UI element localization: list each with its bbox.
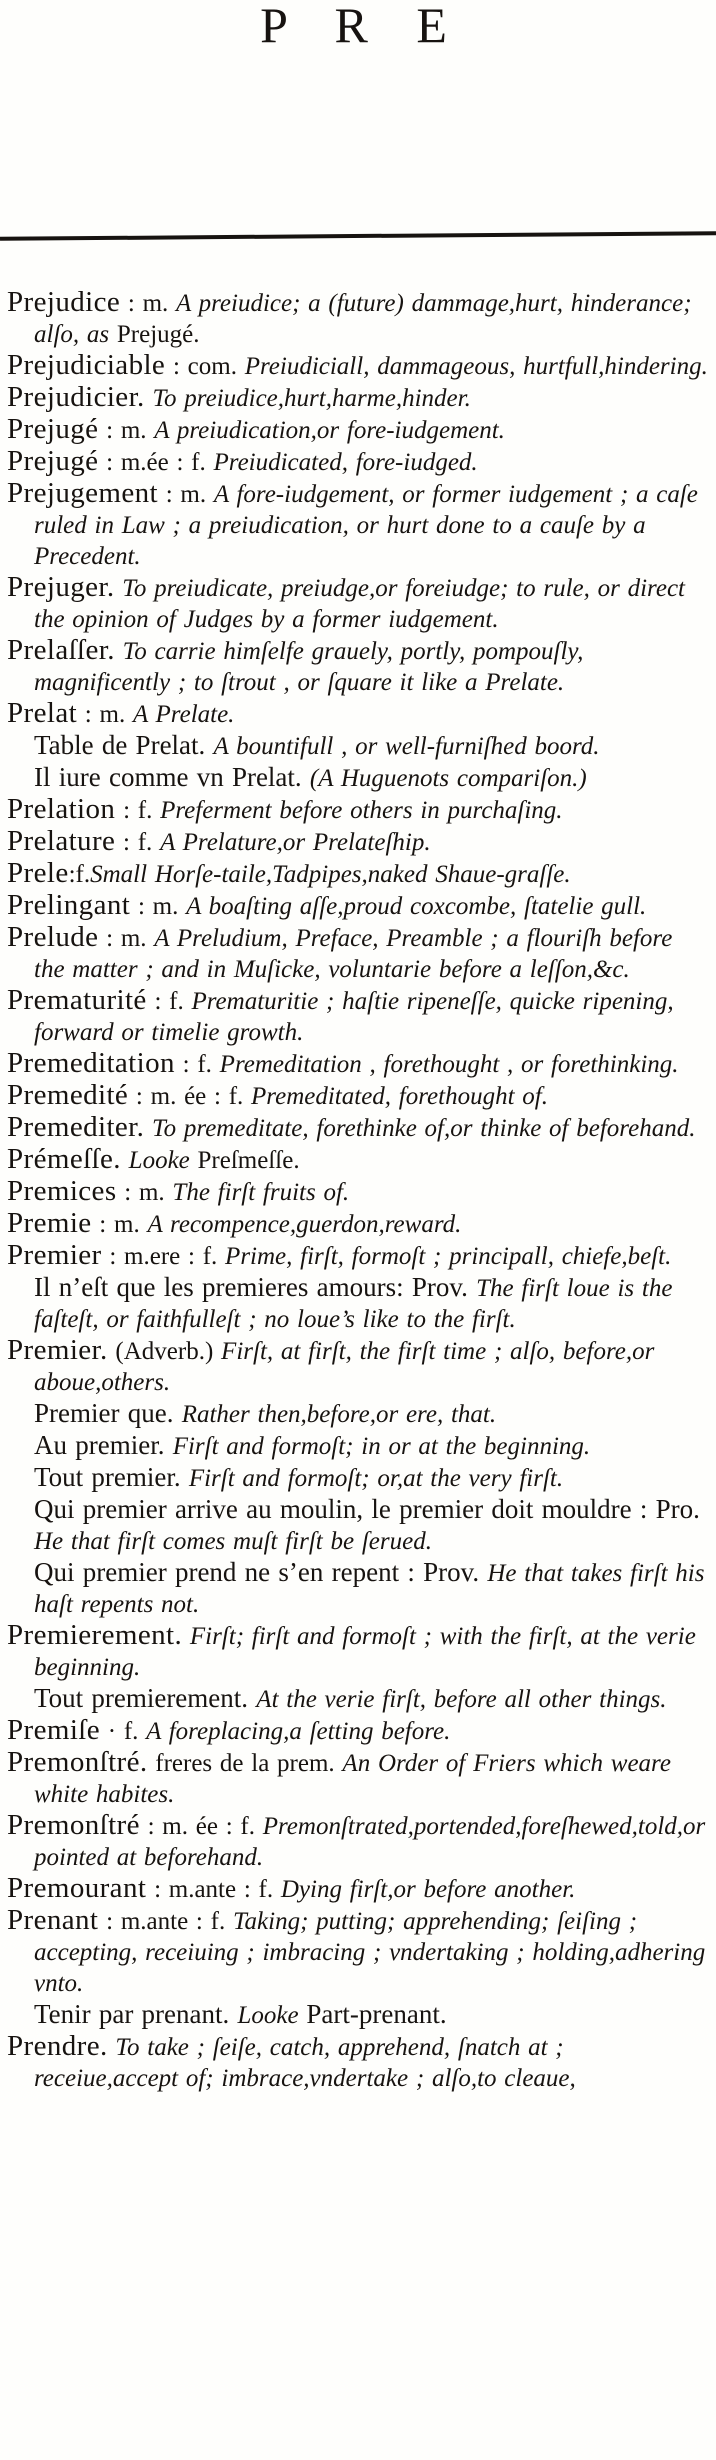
roman-text: : m.ée : f.: [98, 449, 214, 476]
dictionary-entry: [7, 985, 708, 1048]
headword: Prelat: [7, 697, 78, 729]
headword: Prelude: [7, 921, 99, 953]
italic-text: Prime, firſt, formoſt ; principall, chiefe,beſt.: [225, 1243, 672, 1270]
italic-text: (A Huguenots compariſon.): [309, 765, 587, 792]
italic-text: Preiudicated, fore-iudged.: [213, 449, 478, 476]
dictionary-entry: [7, 922, 708, 985]
roman-text: : m.ante : f.: [146, 1876, 281, 1903]
dictionary-subentry: [7, 730, 708, 762]
headword: Premices: [7, 1175, 117, 1207]
italic-text: Rather then,before,or ere, that.: [181, 1401, 497, 1428]
dictionary-entry: [7, 858, 708, 890]
roman-text: : m.ante : f.: [98, 1908, 233, 1935]
italic-text: He that takes firſt his haſt repents not.: [34, 1560, 705, 1618]
italic-text: A boaſting aſſe,proud coxcombe, ſtatelie gull.: [186, 893, 647, 920]
dictionary-subentry: [7, 762, 708, 794]
dictionary-entry: [7, 1112, 708, 1144]
italic-text: A recompence,guerdon,reward.: [147, 1211, 462, 1238]
roman-text: Tout premier.: [34, 1462, 189, 1492]
italic-text: A foreplacing,a ſetting before.: [146, 1718, 451, 1745]
roman-text: (Adverb.): [107, 1338, 222, 1365]
dictionary-entry: [7, 287, 708, 350]
italic-text: Looke: [237, 2002, 307, 2029]
headword: Prejugé: [7, 413, 99, 445]
roman-text: :f.: [68, 861, 91, 888]
italic-text: He that firſt comes muſt firſt be ſerued.: [34, 1528, 432, 1555]
italic-text: The firſt fruits of.: [172, 1179, 350, 1206]
roman-text: : f.: [146, 988, 192, 1015]
dictionary-entry: [7, 1144, 708, 1176]
roman-text: Il n’eſt que les premieres amours: Prov.: [34, 1272, 477, 1302]
roman-text: : m.: [91, 1211, 148, 1238]
dictionary-entry: [7, 2031, 708, 2094]
italic-text: Preferment before others in purchaſing.: [160, 797, 563, 824]
roman-text: Premier que.: [34, 1398, 182, 1428]
header-rule: [0, 231, 716, 241]
headword: Prelation: [7, 793, 116, 825]
dictionary-entry: [7, 826, 708, 858]
dictionary-subentry: [7, 1557, 708, 1620]
italic-text: To take ; ſeiſe, catch, apprehend, ſnatch at ; receiue,accept of; imbrace,vndertake ; alſo,to cleaue,: [34, 2034, 576, 2092]
headword: Prendre.: [7, 2030, 108, 2062]
dictionary-entry: [7, 1810, 708, 1873]
italic-text: A preiudication,or fore-iudgement.: [154, 417, 505, 444]
italic-text: Firſt and formoſt; or,at the very firſt.: [188, 1465, 564, 1492]
page-header: [0, 0, 716, 54]
dictionary-subentry: [7, 1999, 708, 2031]
roman-text: : m.: [116, 1179, 173, 1206]
dictionary-entry: [7, 478, 708, 572]
dictionary-subentry: [7, 1494, 708, 1557]
italic-text: Premeditated, forethought of.: [251, 1083, 548, 1110]
dictionary-entry: [7, 698, 708, 730]
italic-text: Premeditation , forethought , or forethinking.: [219, 1051, 679, 1078]
roman-text: : m.: [98, 925, 155, 952]
headword: Prelature: [7, 825, 116, 857]
roman-text: : f.: [115, 797, 161, 824]
headword: Premierement.: [7, 1619, 183, 1651]
headword: Prelingant: [7, 889, 131, 921]
italic-text: To carrie himſelfe grauely, portly, pompouſly, magnificently ; to ſtrout , or ſquare it like a Prelate.: [34, 638, 584, 696]
roman-text: Preſmeſſe.: [197, 1147, 300, 1174]
roman-text: : m.: [120, 290, 177, 317]
roman-text: Qui premier prend ne s’en repent : Prov.: [34, 1557, 488, 1587]
dictionary-entry: [7, 572, 708, 635]
roman-text: : com.: [165, 353, 245, 380]
italic-text: Firſt, at firſt, the firſt time ; alſo, before,or aboue,others.: [34, 1338, 655, 1396]
italic-text: Premonſtrated,portended,foreſhewed,told,or pointed at beforehand.: [34, 1813, 706, 1871]
dictionary-entry: [7, 1335, 708, 1398]
headword: Prejudiciable: [7, 349, 166, 381]
dictionary-subentry: [7, 1398, 708, 1430]
italic-text: A fore-iudgement, or former iudgement ; a caſe ruled in Law ; a preiudication, or hurt done to a cauſe by a Precedent.: [34, 481, 698, 570]
headword: Premediter.: [7, 1111, 145, 1143]
roman-text: : f.: [174, 1051, 220, 1078]
dictionary-subentry: [7, 1272, 708, 1335]
italic-text: Looke: [120, 1147, 198, 1174]
headword: Premourant: [7, 1872, 147, 1904]
dictionary-entry: [7, 414, 708, 446]
dictionary-entry: [7, 1620, 708, 1683]
headword: Prejugement: [7, 477, 158, 509]
roman-text: : m.: [98, 417, 155, 444]
headword: Prematurité: [7, 984, 147, 1016]
roman-text: · f.: [100, 1718, 147, 1745]
italic-text: Firſt; firſt and formoſt ; with the firſt, at the verie beginning.: [34, 1623, 696, 1681]
italic-text: A Prelature,or Prelateſhip.: [160, 829, 431, 856]
roman-text: Au premier.: [34, 1430, 173, 1460]
dictionary-entry: [7, 890, 708, 922]
headword: Prejudice: [7, 286, 121, 318]
italic-text: A Preludium, Preface, Preamble ; a flouriſh before the matter ; and in Muſicke, voluntarie before a leſſon,&c.: [34, 925, 673, 983]
dictionary-entry: [7, 1208, 708, 1240]
dictionary-subentry: [7, 1430, 708, 1462]
dictionary-body: [0, 287, 716, 2094]
headword: Premedité: [7, 1079, 129, 1111]
headword: Premie: [7, 1207, 92, 1239]
headword: Prele: [7, 857, 69, 889]
headword: Prejugé: [7, 445, 99, 477]
roman-text: : f.: [115, 829, 161, 856]
italic-text: To preiudice,hurt,harme,hinder.: [144, 385, 471, 412]
dictionary-entry: [7, 794, 708, 826]
dictionary-entry: [7, 1715, 708, 1747]
dictionary-entry: [7, 1747, 708, 1810]
page-title: P R E: [260, 0, 465, 53]
italic-text: An Order of Friers which weare white habites.: [34, 1750, 671, 1808]
headword: Premiſe: [7, 1714, 101, 1746]
headword: Prelaſſer.: [7, 634, 115, 666]
dictionary-entry: [7, 1176, 708, 1208]
roman-text: Qui premier arrive au moulin, le premier doit mouldre : Pro.: [34, 1494, 700, 1524]
headword: Prenant: [7, 1904, 99, 1936]
roman-text: Il iure comme vn Prelat.: [34, 762, 310, 792]
headword: Prémeſſe.: [7, 1143, 121, 1175]
italic-text: To preiudicate, preiudge,or foreiudge; to rule, or direct the opinion of Judges by a former iudgement.: [34, 575, 685, 633]
italic-text: At the verie firſt, before all other things.: [256, 1686, 667, 1713]
roman-text: : m.: [157, 481, 214, 508]
dictionary-entry: [7, 1080, 708, 1112]
roman-text: Prejugé.: [116, 321, 200, 348]
roman-text: freres de la prem.: [147, 1750, 343, 1777]
headword: Prejudicier.: [7, 381, 145, 413]
dictionary-subentry: [7, 1462, 708, 1494]
dictionary-entry: [7, 1905, 708, 1999]
italic-text: A bountifull , or well-furniſhed boord.: [213, 733, 600, 760]
dictionary-entry: [7, 635, 708, 698]
headword: Premonſtré.: [7, 1746, 148, 1778]
roman-text: : m. ée : f.: [128, 1083, 252, 1110]
headword: Prejuger.: [7, 571, 115, 603]
roman-text: : m.: [77, 701, 133, 728]
roman-text: Table de Prelat.: [34, 730, 214, 760]
headword: Premeditation: [7, 1047, 175, 1079]
dictionary-entry: [7, 1873, 708, 1905]
roman-text: : m.ere : f.: [101, 1243, 226, 1270]
italic-text: A preiudice; a (future) dammage,hurt, hinderance; alſo, as: [34, 290, 692, 348]
headword: Premonſtré: [7, 1809, 140, 1841]
italic-text: A Prelate.: [132, 701, 235, 728]
italic-text: Taking; putting; apprehending; ſeiſing ; accepting, receiuing ; imbracing ; vndertaking ; holding,adhering vnto.: [34, 1908, 706, 1997]
italic-text: The firſt loue is the faſteſt, or faithfulleſt ; no loue’s like to the firſt.: [34, 1275, 673, 1333]
italic-text: Prematuritie ; haſtie ripeneſſe, quicke ripening, forward or timelie growth.: [34, 988, 674, 1046]
roman-text: Tenir par prenant.: [34, 1999, 238, 2029]
dictionary-entry: [7, 382, 708, 414]
roman-text: : m.: [130, 893, 187, 920]
dictionary-entry: [7, 1048, 708, 1080]
roman-text: Part-prenant.: [306, 1999, 447, 2029]
italic-text: Small Horſe-taile,Tadpipes,naked Shaue-graſſe.: [90, 861, 571, 888]
dictionary-entry: [7, 350, 708, 382]
italic-text: To premeditate, forethinke of,or thinke of beforehand.: [144, 1115, 696, 1142]
dictionary-entry: [7, 1240, 708, 1272]
italic-text: Preiudiciall, dammageous, hurtfull,hindering.: [244, 353, 708, 380]
roman-text: : m. ée : f.: [139, 1813, 263, 1840]
italic-text: Firſt and formoſt; in or at the beginning.: [172, 1433, 591, 1460]
dictionary-subentry: [7, 1683, 708, 1715]
dictionary-entry: [7, 446, 708, 478]
roman-text: Tout premierement.: [34, 1683, 257, 1713]
headword: Premier.: [7, 1334, 108, 1366]
italic-text: Dying firſt,or before another.: [280, 1876, 576, 1903]
headword: Premier: [7, 1239, 102, 1271]
